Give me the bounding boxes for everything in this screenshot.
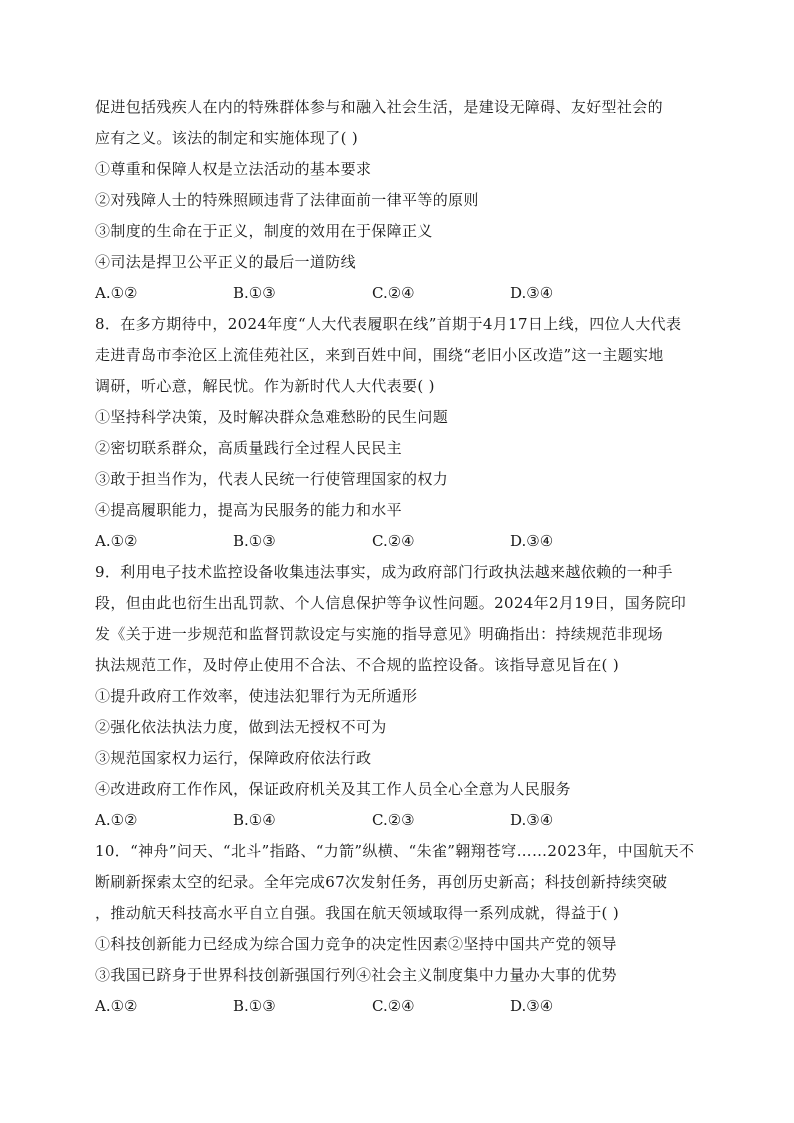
q8-option-a[interactable]: A.①② — [95, 532, 138, 550]
q9-item-3: ③规范国家权力运行，保障政府依法行政 — [95, 749, 372, 767]
q9-option-d[interactable]: D.③④ — [510, 811, 554, 829]
q10-option-d[interactable]: D.③④ — [510, 997, 554, 1015]
q10-option-a[interactable]: A.①② — [95, 997, 138, 1015]
q9-stem-line-2: 段，但由此也衍生出乱罚款、个人信息保护等争议性问题。2024年2月19日，国务院印 — [95, 594, 687, 612]
q8-item-3: ③敢于担当作为，代表人民统一行使管理国家的权力 — [95, 470, 449, 488]
q7-stem-line-1: 促进包括残疾人在内的特殊群体参与和融入社会生活，是建设无障碍、友好型社会的 — [95, 98, 663, 116]
q7-option-b[interactable]: B.①③ — [233, 284, 276, 302]
q9-item-4: ④改进政府工作作风，保证政府机关及其工作人员全心全意为人民服务 — [95, 780, 571, 798]
q9-stem-line-1: 9．利用电子技术监控设备收集违法事实，成为政府部门行政执法越来越依赖的一种手 — [95, 563, 673, 581]
q8-option-b[interactable]: B.①③ — [233, 532, 276, 550]
q10-stem-line-1: 10．“神舟”问天、“北斗”指路、“力箭”纵横、“朱雀”翱翔苍穹……2023年，中国航天不 — [95, 842, 695, 860]
q8-stem-line-2: 走进青岛市李沧区上流佳苑社区，来到百姓中间，围绕“老旧小区改造”这一主题实地 — [95, 346, 664, 364]
q9-option-a[interactable]: A.①② — [95, 811, 138, 829]
q10-option-c[interactable]: C.②④ — [372, 997, 415, 1015]
q10-item-line-2: ③我国已跻身于世界科技创新强国行列④社会主义制度集中力量办大事的优势 — [95, 966, 617, 984]
q8-option-c[interactable]: C.②④ — [372, 532, 415, 550]
q9-stem-line-4: 执法规范工作，及时停止使用不合法、不合规的监控设备。该指导意见旨在( ) — [95, 656, 620, 674]
q10-stem-line-2: 断刷新探索太空的纪录。全年完成67次发射任务，再创历史新高；科技创新持续突破 — [95, 873, 668, 891]
q8-item-1: ①坚持科学决策，及时解决群众急难愁盼的民生问题 — [95, 408, 449, 426]
q8-option-d[interactable]: D.③④ — [510, 532, 554, 550]
q8-item-2: ②密切联系群众，高质量践行全过程人民民主 — [95, 439, 403, 457]
q10-option-b[interactable]: B.①③ — [233, 997, 276, 1015]
q7-option-a[interactable]: A.①② — [95, 284, 138, 302]
q7-option-d[interactable]: D.③④ — [510, 284, 554, 302]
q7-stem-line-2: 应有之义。该法的制定和实施体现了( ) — [95, 129, 359, 147]
q9-option-c[interactable]: C.②③ — [372, 811, 415, 829]
q9-stem-line-3: 发《关于进一步规范和监督罚款设定与实施的指导意见》明确指出：持续规范非现场 — [95, 625, 663, 643]
q10-stem-line-3: ，推动航天科技高水平自立自强。我国在航天领域取得一系列成就，得益于( ) — [95, 904, 620, 922]
q10-item-line-1: ①科技创新能力已经成为综合国力竞争的决定性因素②坚持中国共产党的领导 — [95, 935, 617, 953]
q7-item-4: ④司法是捍卫公平正义的最后一道防线 — [95, 253, 356, 271]
q7-item-2: ②对残障人士的特殊照顾违背了法律面前一律平等的原则 — [95, 191, 479, 209]
q7-item-1: ①尊重和保障人权是立法活动的基本要求 — [95, 160, 372, 178]
q9-item-1: ①提升政府工作效率，使违法犯罪行为无所遁形 — [95, 687, 418, 705]
q9-item-2: ②强化依法执法力度，做到法无授权不可为 — [95, 718, 387, 736]
q8-stem-line-1: 8．在多方期待中，2024年度“人大代表履职在线”首期于4月17日上线，四位人大代表 — [95, 315, 682, 333]
q7-item-3: ③制度的生命在于正义，制度的效用在于保障正义 — [95, 222, 433, 240]
q8-item-4: ④提高履职能力，提高为民服务的能力和水平 — [95, 501, 403, 519]
q8-stem-line-3: 调研，听心意，解民忧。作为新时代人大代表要( ) — [95, 377, 435, 395]
q7-option-c[interactable]: C.②④ — [372, 284, 415, 302]
q9-option-b[interactable]: B.①④ — [233, 811, 276, 829]
